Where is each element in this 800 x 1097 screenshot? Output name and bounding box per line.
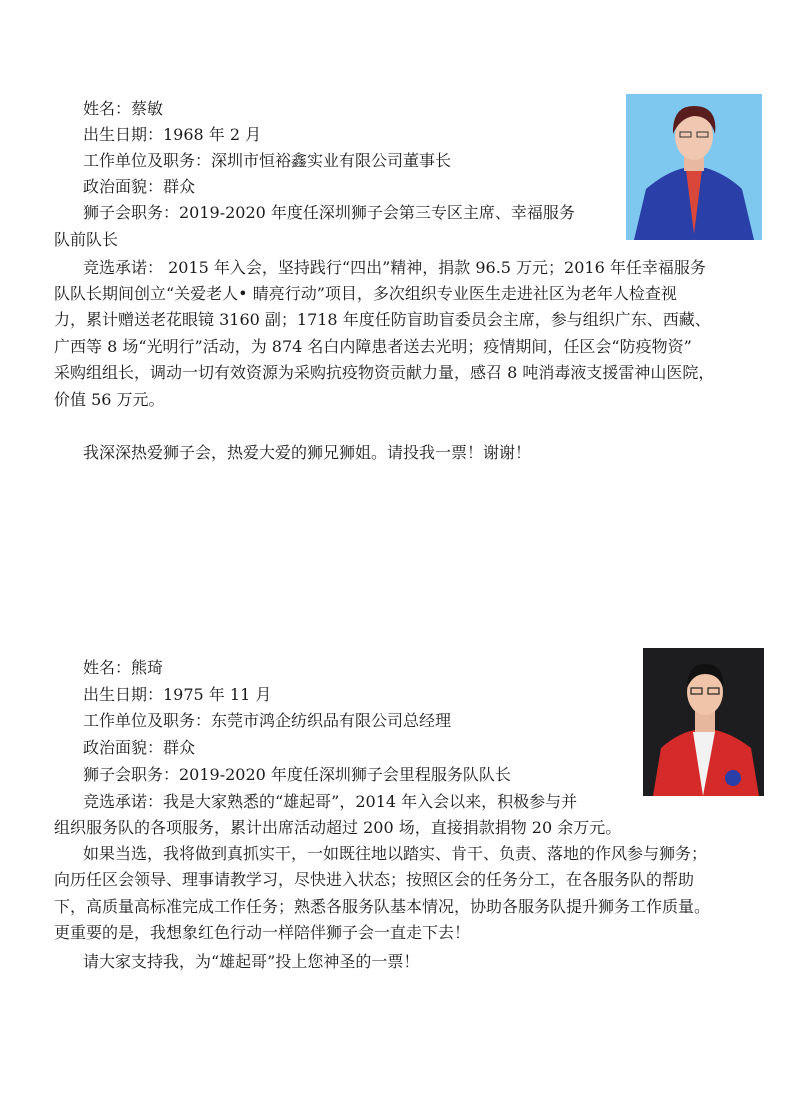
- candidate-pledge-cont: 采购组组长，调动一切有效资源为采购抗疫物资贡献力量，感召 8 吨消毒液支援雷神山医院，: [54, 363, 715, 382]
- candidate-lions-role: 狮子会职务：2019-2020 年度任深圳狮子会里程服务队队长: [83, 765, 511, 784]
- candidate-pledge-cont: 广西等 8 场“光明行”活动，为 874 名白内障患者送去光明；疫情期间，任区会“防疫物资”: [54, 337, 692, 356]
- candidate-pledge-cont: 价值 56 万元。: [54, 390, 165, 409]
- candidate-pledge-cont: 更重要的是，我想象红色行动一样陪伴狮子会一直走下去！: [54, 923, 471, 942]
- candidate-pledge-cont: 组织服务队的各项服务，累计出席活动超过 200 场，直接捐款捐物 20 余万元。: [54, 818, 622, 837]
- candidate-lions-role-cont: 队前队长: [54, 230, 119, 249]
- candidate-lions-role: 狮子会职务：2019-2020 年度任深圳狮子会第三专区主席、幸福服务: [83, 203, 575, 222]
- candidate-closing: 请大家支持我，为“雄起哥”投上您神圣的一票！: [83, 952, 420, 971]
- candidate-birth-date: 出生日期：1968 年 2 月: [83, 125, 262, 144]
- candidate-pledge-cont: 队队长期间创立“关爱老人• 睛亮行动”项目，多次组织专业医生走进社区为老年人检查视: [54, 284, 677, 303]
- candidate-pledge-cont: 下，高质量高标准完成工作任务；熟悉各服务队基本情况，协助各服务队提升狮务工作质量。: [54, 897, 711, 916]
- candidate-employer: 工作单位及职务：深圳市恒裕鑫实业有限公司董事长: [83, 151, 452, 170]
- candidate-name: 姓名：蔡敏: [83, 99, 164, 118]
- candidate-pledge-cont: 向历任区会领导、理事请教学习，尽快进入状态；按照区会的任务分工，在各服务队的帮助: [54, 870, 695, 889]
- candidate-birth-date: 出生日期：1975 年 11 月: [83, 685, 272, 704]
- candidate-political-status: 政治面貌：群众: [83, 738, 196, 757]
- candidate-2-photo: [643, 648, 764, 796]
- candidate-closing: 我深深热爱狮子会，热爱大爱的狮兄狮姐。请投我一票！谢谢！: [83, 443, 532, 462]
- candidate-political-status: 政治面貌：群众: [83, 177, 196, 196]
- candidate-pledge-cont: 如果当选，我将做到真抓实干，一如既往地以踏实、肯干、负责、落地的作风参与狮务；: [83, 844, 708, 863]
- candidate-pledge-cont: 力，累计赠送老花眼镜 3160 副；1718 年度任防盲助盲委员会主席，参与组织广东、西藏、: [54, 310, 711, 329]
- candidate-name: 姓名：熊琦: [83, 658, 164, 677]
- candidate-employer: 工作单位及职务：东莞市鸿企纺织品有限公司总经理: [83, 711, 452, 730]
- candidate-pledge: 竞选承诺：我是大家熟悉的“雄起哥”，2014 年入会以来，积极参与并: [83, 792, 578, 811]
- candidate-pledge: 竞选承诺： 2015 年入会，坚持践行“四出”精神，捐款 96.5 万元；2016 年任幸福服务: [83, 258, 706, 277]
- candidate-1-photo: [626, 94, 762, 240]
